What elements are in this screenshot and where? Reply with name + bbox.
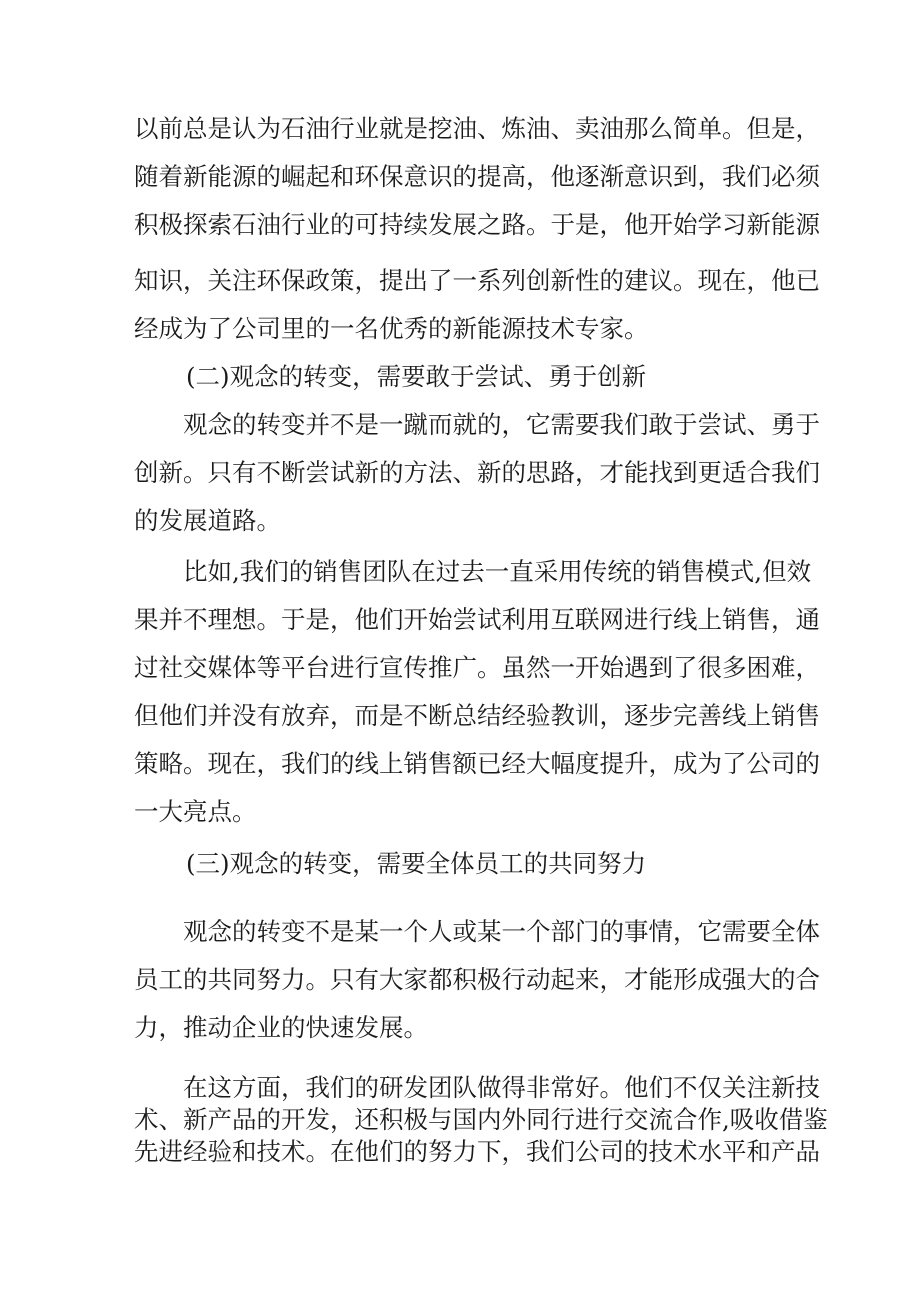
paragraph-4-line-2: 员工的共同努力。只有大家都积极行动起来，才能形成强大的合 <box>134 965 820 994</box>
paragraph-3-line-5: 策略。现在，我们的线上销售额已经大幅度提升，成为了公司的 <box>134 749 820 778</box>
paragraph-1-line-5: 经成为了公司里的一名优秀的新能源技术专家。 <box>134 314 649 343</box>
paragraph-3-line-6: 一大亮点。 <box>134 797 257 826</box>
section-heading-3: (三)观念的转变，需要全体员工的共同努力 <box>186 849 647 878</box>
paragraph-2-line-1: 观念的转变并不是一蹴而就的，它需要我们敢于尝试、勇于 <box>183 410 820 439</box>
paragraph-3-line-2: 果并不理想。于是，他们开始尝试利用互联网进行线上销售，通 <box>134 605 820 634</box>
section-heading-2: (二)观念的转变，需要敢于尝试、勇于创新 <box>186 362 647 391</box>
paragraph-2-line-2: 创新。只有不断尝试新的方法、新的思路，才能找到更适合我们 <box>134 458 820 487</box>
paragraph-5-line-1: 在这方面，我们的研发团队做得非常好。他们不仅关注新技 <box>183 1073 820 1102</box>
paragraph-2-line-3: 的发展道路。 <box>134 506 281 535</box>
paragraph-3-line-3: 过社交媒体等平台进行宣传推广。虽然一开始遇到了很多困难， <box>134 653 820 682</box>
paragraph-5-line-3: 先进经验和技术。在他们的努力下，我们公司的技术水平和产品 <box>134 1137 820 1166</box>
paragraph-1-line-2: 随着新能源的崛起和环保意识的提高，他逐渐意识到，我们必须 <box>134 162 820 191</box>
paragraph-4-line-1: 观念的转变不是某一个人或某一个部门的事情，它需要全体 <box>183 917 820 946</box>
paragraph-1-line-1: 以前总是认为石油行业就是挖油、炼油、卖油那么简单。但是， <box>134 114 820 143</box>
paragraph-3-line-1: 比如,我们的销售团队在过去一直采用传统的销售模式,但效 <box>183 557 812 586</box>
paragraph-3-line-4: 但他们并没有放弃，而是不断总结经验教训，逐步完善线上销售 <box>134 701 820 730</box>
paragraph-4-line-3: 力，推动企业的快速发展。 <box>134 1013 428 1042</box>
paragraph-1-line-4: 知识，关注环保政策，提出了一系列创新性的建议。现在，他已 <box>134 266 820 295</box>
paragraph-1-line-3: 积极探索石油行业的可持续发展之路。于是，他开始学习新能源 <box>134 210 820 239</box>
paragraph-5-line-2: 术、新产品的开发，还积极与国内外同行进行交流合作,吸收借鉴 <box>134 1105 828 1134</box>
